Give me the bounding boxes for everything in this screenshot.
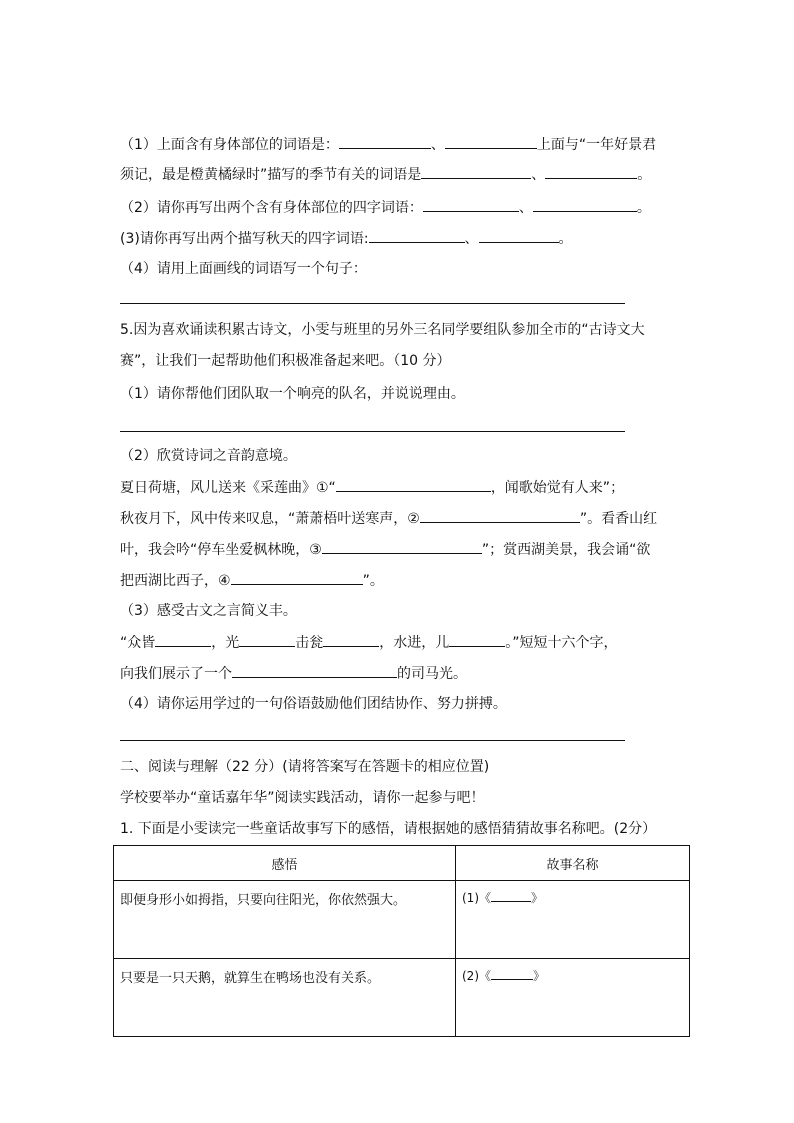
- q4-p4-text: （4）请用上面画线的词语写一个句子：: [120, 261, 367, 277]
- q5-classical-line1: [120, 632, 618, 653]
- answer-blank[interactable]: [445, 134, 537, 149]
- q5-poem-line2: [120, 508, 657, 529]
- answer-blank[interactable]: [339, 134, 431, 149]
- q4-p2-text-a: （2）请你再写出两个含有身体部位的四字词语：: [120, 200, 423, 216]
- answer-blank[interactable]: [421, 164, 531, 179]
- q5-l2-b: ”。看香山红: [579, 511, 658, 527]
- q4-part3: [120, 228, 573, 249]
- answer-blank[interactable]: [533, 197, 637, 212]
- q5-l5-b: ，光: [211, 635, 240, 651]
- insight-cell: 即便身形小如拇指，只要向往阳光，你依然强大。: [114, 881, 456, 959]
- separator: 、: [518, 200, 533, 216]
- section-heading: [120, 757, 489, 777]
- insight-cell: 只要是一只天鹅，就算生在鸭场也没有关系。: [114, 959, 456, 1037]
- q4-p1-text-a: （1）上面含有身体部位的词语是：: [120, 137, 339, 153]
- part2-q1: 1. 下面是小雯读完一些童话故事写下的感悟，请根据她的感悟猜猜故事名称吧。(2分）: [120, 821, 657, 837]
- q4-part4: [120, 259, 367, 279]
- section-intro: [120, 788, 485, 808]
- story-cell: [456, 881, 690, 959]
- q5-part4: [120, 694, 507, 714]
- q5-l5-c: 击瓮: [295, 635, 324, 651]
- q5-l5-a: “众皆: [120, 635, 156, 651]
- story-suffix: 》: [531, 891, 544, 905]
- story-answer-blank[interactable]: [491, 889, 531, 902]
- q5-part2: [120, 446, 297, 466]
- q4-part1-line1: [120, 134, 656, 155]
- q4-p1-text-d: 须记，最是橙黄橘绿时”描写的季节有关的词语是: [120, 167, 422, 183]
- q5-p1-text: （1）请你帮他们团队取一个响亮的队名，并说说理由。: [120, 386, 465, 402]
- answer-blank[interactable]: [545, 164, 637, 179]
- q4-part2: [120, 197, 651, 218]
- q5-l3-a: 叶，我会吟“停车坐爱枫林晚，③: [120, 542, 322, 558]
- question-1: [120, 819, 656, 839]
- answer-blank[interactable]: [239, 632, 295, 647]
- header-insight: 感悟: [114, 846, 456, 881]
- q5-l6-a: 向我们展示了一个: [120, 666, 232, 682]
- q5-poem-line4: [120, 570, 384, 591]
- period: 。: [558, 231, 573, 247]
- q5-title-line1: [120, 320, 645, 340]
- table-row: [114, 881, 690, 959]
- answer-blank[interactable]: [369, 228, 465, 243]
- q5-poem-line1: [120, 477, 624, 498]
- period: 。: [636, 200, 651, 216]
- answer-line[interactable]: [120, 740, 625, 741]
- table-header-row: [114, 846, 690, 881]
- q4-part1-line2: [120, 164, 651, 185]
- q5-p3-text: （3）感受古文之言简义丰。: [120, 603, 297, 619]
- q5-p2-text: （2）欣赏诗词之音韵意境。: [120, 448, 297, 464]
- q5-title-a: 5.因为喜欢诵读积累古诗文，小雯与班里的另外三名同学要组队参加全市的“古诗文大: [120, 322, 645, 338]
- header-story-name: 故事名称: [456, 846, 690, 881]
- table-row: [114, 959, 690, 1037]
- part2-intro: 学校要举办“童话嘉年华”阅读实践活动，请你一起参与吧！: [120, 790, 485, 806]
- q5-l1-a: 夏日荷塘，风儿送来《采莲曲》①“: [120, 480, 336, 496]
- q5-l2-a: 秋夜月下，风中传来叹息，“萧萧梧叶送寒声，②: [120, 511, 420, 527]
- answer-line[interactable]: [120, 431, 625, 432]
- q5-title-line2: [120, 351, 451, 371]
- q5-l4-a: 把西湖比西子，④: [120, 573, 231, 589]
- answer-blank[interactable]: [420, 508, 580, 523]
- q5-l5-e: 。”短短十六个字，: [505, 635, 618, 651]
- q4-p1-text-c: 上面与“一年好景君: [536, 137, 657, 153]
- answer-blank[interactable]: [322, 539, 482, 554]
- story-table: [113, 845, 690, 1037]
- answer-blank[interactable]: [232, 663, 397, 678]
- q5-part3: [120, 601, 297, 621]
- story-prefix: (1)《: [462, 891, 491, 905]
- q5-l6-b: 的司马光。: [397, 666, 467, 682]
- answer-blank[interactable]: [449, 632, 505, 647]
- answer-blank[interactable]: [323, 632, 379, 647]
- q5-l3-b: ”；赏西湖美景，我会诵“欲: [481, 542, 651, 558]
- q5-p4-text: （4）请你运用学过的一句俗语鼓励他们团结协作、努力拼搏。: [120, 696, 507, 712]
- answer-line[interactable]: [120, 303, 625, 304]
- q5-l1-b: ，闻歌始觉有人来”；: [490, 480, 625, 496]
- period: 。: [637, 167, 652, 183]
- separator: 、: [430, 137, 445, 153]
- story-cell: [456, 959, 690, 1037]
- separator: 、: [464, 231, 479, 247]
- answer-blank[interactable]: [479, 228, 559, 243]
- answer-blank[interactable]: [155, 632, 211, 647]
- q5-poem-line3: [120, 539, 650, 560]
- separator: 、: [531, 167, 546, 183]
- answer-blank[interactable]: [231, 570, 363, 585]
- story-suffix: 》: [533, 969, 546, 983]
- answer-blank[interactable]: [336, 477, 491, 492]
- answer-blank[interactable]: [423, 197, 519, 212]
- q5-title-b: 赛”，让我们一起帮助他们积极准备起来吧。（10 分）: [120, 353, 451, 369]
- q5-part1: [120, 384, 465, 404]
- q5-l5-d: ，水进，儿: [379, 635, 450, 651]
- q4-p3-text-a: (3)请你再写出两个描写秋天的四字词语:: [120, 231, 369, 247]
- story-answer-blank[interactable]: [491, 967, 533, 980]
- q5-classical-line2: [120, 663, 467, 684]
- story-prefix: (2)《: [462, 969, 491, 983]
- q5-l4-b: ”。: [362, 573, 384, 589]
- part2-heading: 二、阅读与理解（22 分）(请将答案写在答题卡的相应位置): [120, 759, 490, 775]
